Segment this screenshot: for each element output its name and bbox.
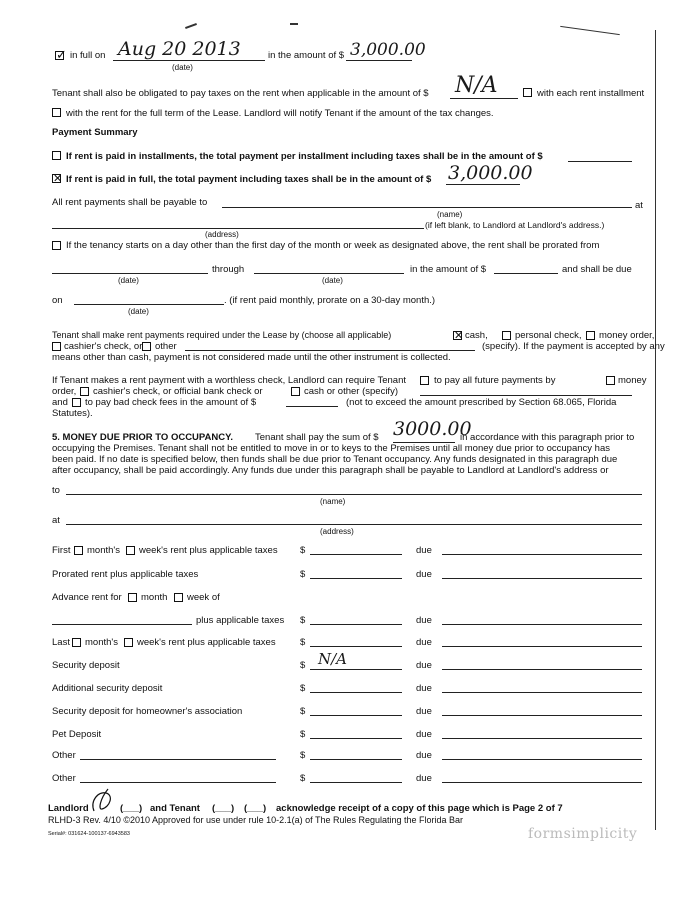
date-caption-from: (date) <box>118 276 139 285</box>
prorate-due-date-line <box>74 304 224 305</box>
prorate-line1: If the tenancy starts on a day other than the first day of the month or week as designated above, the rent shall be prorated from <box>66 240 600 251</box>
scan-mark <box>290 23 298 25</box>
due-label: due <box>416 706 432 717</box>
prorate-from-line <box>52 273 208 274</box>
amount-line[interactable] <box>310 692 402 693</box>
paid-in-full-checkbox[interactable] <box>52 174 61 183</box>
due-label: due <box>416 750 432 761</box>
due-line[interactable] <box>442 782 642 783</box>
cash-checkbox[interactable] <box>453 331 462 340</box>
prorate-checkbox[interactable] <box>52 241 61 250</box>
due-line[interactable] <box>442 578 642 579</box>
last-week-label: week's rent plus applicable taxes <box>137 637 276 648</box>
paid-in-full-label: If rent is paid in full, the total payment including taxes shall be in the amount of $ <box>66 174 432 185</box>
taxes-line2: with the rent for the full term of the Lease. Landlord will notify Tenant if the amount of the tax changes. <box>66 108 494 119</box>
dollar-sign: $ <box>300 615 306 626</box>
form-id-line: RLHD-3 Rev. 4/10 ©2010 Approved for use under rule 10-2.1(a) of The Rules Regulating the Florida Bar <box>48 815 464 825</box>
prorate-through-line <box>254 273 404 274</box>
and-tenant-label: and Tenant <box>150 803 200 814</box>
tenant-initials-2[interactable]: (___) <box>244 803 267 814</box>
full-term-checkbox[interactable] <box>52 108 61 117</box>
advance-week-label: week of <box>187 592 220 603</box>
through-label: through <box>212 264 245 275</box>
money-order-checkbox[interactable] <box>586 331 595 340</box>
dollar-sign: $ <box>300 750 306 761</box>
in-full-label: in full on <box>70 50 106 61</box>
date-caption-through: (date) <box>322 276 343 285</box>
amount-line[interactable] <box>310 669 402 670</box>
methods-line3: means other than cash, payment is not considered made until the other instrument is collected. <box>52 352 451 363</box>
date-caption: (date) <box>172 63 193 72</box>
in-amount-label: in the amount of $ <box>410 264 487 275</box>
first-week-label: week's rent plus applicable taxes <box>139 545 278 556</box>
installments-checkbox[interactable] <box>52 151 61 160</box>
other-method-checkbox[interactable] <box>142 342 151 351</box>
last-month-checkbox[interactable] <box>72 638 81 647</box>
prorate-amount-line <box>494 273 558 274</box>
handwritten-security-na[interactable]: N/A <box>318 650 348 668</box>
first-month-checkbox[interactable] <box>74 546 83 555</box>
due-label: due <box>416 615 432 626</box>
future-money-checkbox[interactable] <box>606 376 615 385</box>
handwritten-full-amount[interactable]: 3,000.00 <box>448 162 533 184</box>
worthless-line2b: cashier's check, or official bank check or <box>93 386 263 397</box>
installments-amount-line <box>568 161 632 162</box>
due-label: due <box>416 683 432 694</box>
due-label: due <box>416 773 432 784</box>
if-blank-note: (if left blank, to Landlord at Landlord's address.) <box>425 220 605 230</box>
name-caption: (name) <box>437 210 463 219</box>
cashiers-check-checkbox[interactable] <box>52 342 61 351</box>
to-label: to <box>52 485 60 496</box>
future-other-line <box>420 395 632 396</box>
other-label-2: Other <box>52 773 76 784</box>
worthless-line3b: to pay bad check fees in the amount of $ <box>85 397 257 408</box>
advance-month-label: month <box>141 592 168 603</box>
additional-deposit-label: Additional security deposit <box>52 683 163 694</box>
due-line[interactable] <box>442 759 642 760</box>
amount-line[interactable] <box>310 624 402 625</box>
dollar-sign: $ <box>300 569 306 580</box>
money-due-line3: been paid. If no date is specified below, then funds shall be due prior to Tenant occupancy. Any funds designated in this paragraph due <box>52 454 618 465</box>
dollar-sign: $ <box>300 637 306 648</box>
amount-line[interactable] <box>310 715 402 716</box>
dollar-sign: $ <box>300 706 306 717</box>
shall-be-due-label: and shall be due <box>562 264 632 275</box>
and-label: and <box>52 397 68 408</box>
future-cash-checkbox[interactable] <box>291 387 300 396</box>
last-label: Last <box>52 637 70 648</box>
tenant-initials-1[interactable]: (___) <box>212 803 235 814</box>
due-line[interactable] <box>442 624 642 625</box>
dollar-sign: $ <box>300 660 306 671</box>
landlord-initials-2[interactable]: (___) <box>120 803 143 814</box>
other-method-label: other <box>155 341 177 352</box>
payable-to-name-line <box>66 494 642 495</box>
payment-summary-heading: Payment Summary <box>52 127 138 138</box>
amount-line[interactable] <box>310 782 402 783</box>
taxes-line1: Tenant shall also be obligated to pay taxes on the rent when applicable in the amount of $ <box>52 88 429 99</box>
methods-line1: Tenant shall make rent payments required under the Lease by (choose all applicable) <box>52 330 392 340</box>
prorated-label: Prorated rent plus applicable taxes <box>52 569 199 580</box>
first-label: First <box>52 545 71 556</box>
handwritten-amount[interactable]: 3,000.00 <box>350 40 426 60</box>
acknowledge-text: acknowledge receipt of a copy of this page which is Page 2 of 7 <box>276 803 563 814</box>
on-label: on <box>52 295 63 306</box>
bad-check-fee-checkbox[interactable] <box>72 398 81 407</box>
page-border <box>655 30 656 830</box>
money-order-label: money order, <box>599 330 655 341</box>
handwritten-date[interactable]: Aug 20 2013 <box>118 38 241 60</box>
advance-week-checkbox[interactable] <box>174 593 183 602</box>
plus-taxes-label: plus applicable taxes <box>196 615 285 626</box>
hoa-deposit-label: Security deposit for homeowner's association <box>52 706 243 717</box>
money-due-heading: 5. MONEY DUE PRIOR TO OCCUPANCY. <box>52 432 234 443</box>
order-label: order, <box>52 386 77 397</box>
advance-week-line <box>52 624 192 625</box>
due-line[interactable] <box>442 738 642 739</box>
with-each-label: with each rent installment <box>537 88 645 99</box>
security-deposit-label: Security deposit <box>52 660 120 671</box>
date-caption-on: (date) <box>128 307 149 316</box>
scan-mark <box>560 26 620 35</box>
due-label: due <box>416 545 432 556</box>
money-due-text1b: in accordance with this paragraph prior to <box>460 432 635 443</box>
other-2-line <box>80 782 276 783</box>
amount-line[interactable] <box>310 646 402 647</box>
due-label: due <box>416 569 432 580</box>
address-caption: (address) <box>205 230 239 239</box>
due-label: due <box>416 637 432 648</box>
first-months-label: month's <box>87 545 120 556</box>
dollar-sign: $ <box>300 773 306 784</box>
due-line[interactable] <box>442 646 642 647</box>
at-label-2: at <box>52 515 60 526</box>
footer-landlord-label: Landlord <box>48 803 89 814</box>
tax-amount-line <box>450 98 518 99</box>
other-1-line <box>80 759 276 760</box>
due-line[interactable] <box>442 554 642 555</box>
amount-line[interactable] <box>310 759 402 760</box>
dollar-sign: $ <box>300 683 306 694</box>
landlord-initials-signature <box>88 787 122 817</box>
payee-address-line <box>52 228 424 229</box>
monthly-note: . (if rent paid monthly, prorate on a 30-day month.) <box>224 295 436 306</box>
amount-label: in the amount of $ <box>268 50 345 61</box>
personal-check-checkbox[interactable] <box>502 331 511 340</box>
scan-mark <box>185 23 197 29</box>
last-months-label: month's <box>85 637 118 648</box>
due-line[interactable] <box>442 692 642 693</box>
handwritten-tax-na[interactable]: N/A <box>455 73 498 98</box>
amount-line[interactable] <box>310 554 402 555</box>
due-line[interactable] <box>442 669 642 670</box>
first-week-checkbox[interactable] <box>126 546 135 555</box>
due-label: due <box>416 729 432 740</box>
installments-label: If rent is paid in installments, the total payment per installment including taxes shall be in the amount of $ <box>66 151 543 162</box>
amount-line[interactable] <box>310 738 402 739</box>
due-label: due <box>416 660 432 671</box>
worthless-line1: If Tenant makes a rent payment with a worthless check, Landlord can require Tenant <box>52 375 406 386</box>
serial-number: Serial#: 031624-100137-6943583 <box>48 831 130 837</box>
worthless-line3c: (not to exceed the amount prescribed by Section 68.065, Florida <box>346 397 617 408</box>
last-week-checkbox[interactable] <box>124 638 133 647</box>
payable-label: All rent payments shall be payable to <box>52 197 208 208</box>
future-payments-checkbox[interactable] <box>420 376 429 385</box>
at-label: at <box>635 200 643 211</box>
handwritten-sum[interactable]: 3000.00 <box>393 418 472 440</box>
due-line[interactable] <box>442 715 642 716</box>
payee-name-line <box>222 207 632 208</box>
money-due-line2: occupying the Premises. Tenant shall not be entitled to move in or to keys to the Premises until all money due prior to occupancy has <box>52 443 610 454</box>
worthless-line1b: to pay all future payments by <box>434 375 556 386</box>
name-caption-2: (name) <box>320 497 346 506</box>
payable-to-address-line <box>66 524 642 525</box>
dollar-sign: $ <box>300 545 306 556</box>
specify-label: (specify). If the payment is accepted by any <box>482 341 665 352</box>
advance-label: Advance rent for <box>52 592 122 603</box>
in-full-checkbox[interactable] <box>55 51 64 60</box>
money-due-text1: Tenant shall pay the sum of $ <box>255 432 379 443</box>
each-installment-checkbox[interactable] <box>523 88 532 97</box>
future-cashiers-checkbox[interactable] <box>80 387 89 396</box>
formsimplicity-watermark: formsimplicity <box>528 826 638 842</box>
amount-line[interactable] <box>310 578 402 579</box>
cashiers-check-label: cashier's check, or <box>64 341 143 352</box>
amount-line <box>346 60 412 61</box>
bad-check-fee-line <box>286 406 338 407</box>
date-line <box>113 60 265 61</box>
cash-label: cash, <box>465 330 488 341</box>
address-caption-2: (address) <box>320 527 354 536</box>
pet-deposit-label: Pet Deposit <box>52 729 102 740</box>
other-label-1: Other <box>52 750 76 761</box>
dollar-sign: $ <box>300 729 306 740</box>
worthless-line4: Statutes). <box>52 408 93 419</box>
money-label: money <box>618 375 647 386</box>
worthless-line2c: cash or other (specify) <box>304 386 398 397</box>
money-due-line4: after occupancy, shall be paid accordingly. Any funds due under this paragraph shall be payable to Landlord at Landlord's address or <box>52 465 609 476</box>
advance-month-checkbox[interactable] <box>128 593 137 602</box>
personal-check-label: personal check, <box>515 330 582 341</box>
full-amount-line <box>446 184 520 185</box>
other-method-line <box>185 350 475 351</box>
